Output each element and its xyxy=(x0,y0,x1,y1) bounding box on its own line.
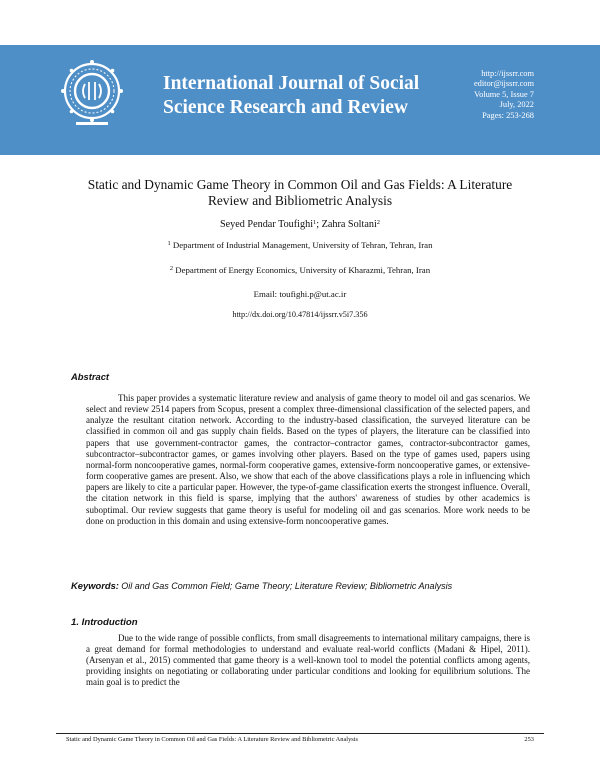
footer-divider xyxy=(56,733,544,734)
journal-date: July, 2022 xyxy=(499,100,534,110)
keywords-text: Oil and Gas Common Field; Game Theory; Literature Review; Bibliometric Analysis xyxy=(121,581,453,591)
keywords-label: Keywords: xyxy=(71,580,119,591)
journal-email[interactable]: editor@ijssrr.com xyxy=(473,79,534,89)
journal-title: International Journal of Social Science Research and Review xyxy=(163,73,420,118)
journal-url[interactable]: http://ijssrr.com xyxy=(481,69,534,78)
abstract-body: This paper provides a systematic literature review and analysis of game theory to model oil and gas scenarios. We select and review 2514 papers from Scopus, present a complex three-dimensional classification of the selected papers, and analyze the resultant citation network. According to the industry-based classification, the surveyed literature can be classified in common oil and gas supply chain fields. Based on the types of players, the literature can be classified into papers that use government-contractor games, the contractor–contractor games, contractor-subcontractor games, subcontractor–subcontractor games, or games involving other players. Based on the type of games used, papers using normal-form noncooperative games, normal-form cooperative games, extensive-form noncooperative games, or extensive-form cooperative games are present. Also, we show that each of the above classifications plays a role in influencing which papers are likely to cite a particular paper. However, the type-of-game classification exerts the strongest influence. Overall, the citation network in this field is sparse, implying that the authors' awareness of studies by other academics is suboptimal. Our review suggests that game theory is useful for modeling oil and gas scenarios. More work needs to be done on production in this domain and using extensive-form noncooperative games. xyxy=(86,393,530,526)
affiliation-marker: 2 xyxy=(169,265,174,272)
affiliation-2 xyxy=(0,265,600,275)
footer-running-title: Static and Dynamic Game Theory in Common Oil and Gas Fields: A Literature Review and Bibliometric Analysis xyxy=(66,736,359,743)
journal-volume: Volume 5, Issue 7 xyxy=(474,89,534,99)
footer-page-number: 253 xyxy=(524,736,534,743)
corresponding-email[interactable]: Email: toufighi.p@ut.ac.ir xyxy=(253,289,347,299)
paper-title: Static and Dynamic Game Theory in Common Oil and Gas Fields: A Literature Review and Bibliometric Analysis xyxy=(87,177,513,209)
journal-logo-icon xyxy=(58,58,126,128)
affiliation-marker: 1 xyxy=(167,240,171,247)
introduction-heading: 1. Introduction xyxy=(71,617,138,628)
author-affiliation-marker: 2 xyxy=(376,219,380,226)
author-affiliation-marker: 1 xyxy=(313,219,317,226)
journal-pages: Pages: 253-268 xyxy=(482,110,534,120)
affiliation-text: Department of Energy Economics, University of Kharazmi, Tehran, Iran xyxy=(175,265,431,275)
introduction-body: Due to the wide range of possible conflicts, from small disagreements to international military campaigns, there is a great demand for formal methodologies to understand and evaluate real-world conflicts (Madani & Hipel, 2011). (Arsenyan et al., 2015) commented that game theory is a well-known tool to model the potential conflicts among agents, providing insights on negotiating or collaborating under particular conditions and looking for equilibrium solutions. The main goal is to predict the xyxy=(86,633,530,688)
affiliation-text: Department of Industrial Management, University of Tehran, Tehran, Iran xyxy=(172,240,433,250)
author-line xyxy=(0,219,600,230)
author-separator: ; xyxy=(316,219,322,230)
author-name: Seyed Pendar Toufighi xyxy=(219,219,314,230)
keywords-line xyxy=(71,580,541,592)
affiliation-1 xyxy=(0,240,600,250)
doi-link[interactable]: http://dx.doi.org/10.47814/ijssrr.v5i7.356 xyxy=(232,310,368,319)
abstract-heading: Abstract xyxy=(71,371,110,382)
journal-meta xyxy=(474,69,534,121)
author-name: Zahra Soltani xyxy=(321,219,377,230)
